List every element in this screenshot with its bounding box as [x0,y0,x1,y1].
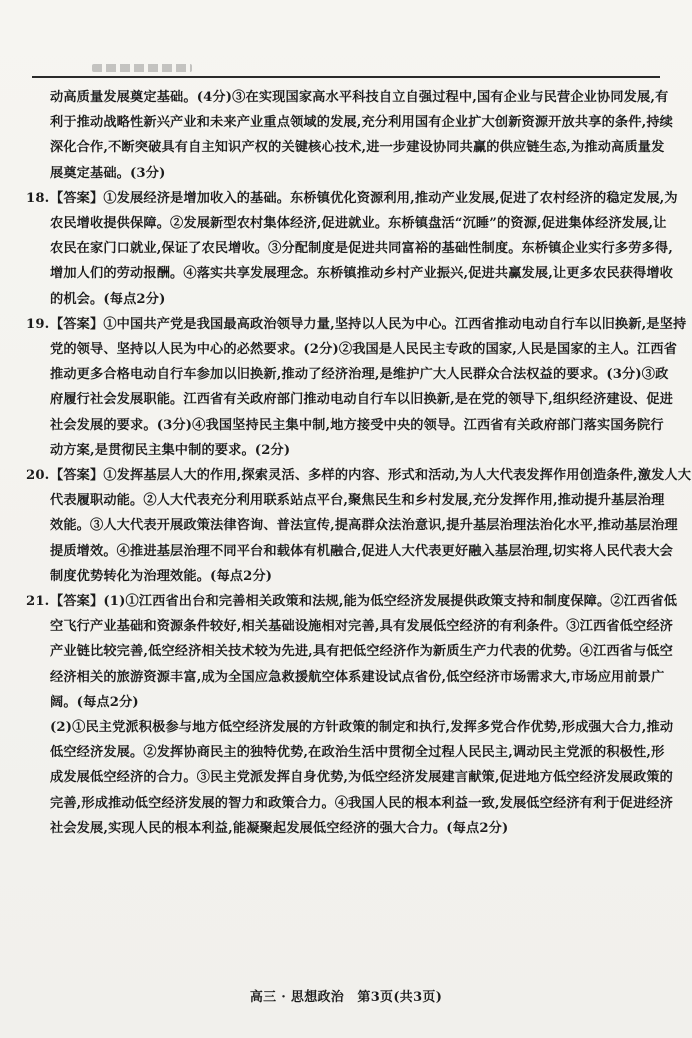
text-line: 效能。③人大代表开展政策法律咨询、普法宣传,提高群众法治意识,提升基层治理法治化水平,推动基层治理 [50,518,678,534]
text-line: 低空经济发展。②发挥协商民主的独特优势,在政治生活中贯彻全过程人民民主,调动民主党派的积极性,形 [50,745,665,761]
text-line: 深化合作,不断突破具有自主知识产权的关键核心技术,进一步建设协同共赢的供应链生态,为推动高质量发 [50,140,665,156]
text-line: 推动更多合格电动自行车参加以旧换新,推动了经济治理,是维护广大人民群众合法权益的要求。(3分)③政 [50,367,669,383]
answer-20 [26,463,692,589]
question-number: 18. [26,190,50,206]
answer-21-part-2 [26,715,674,841]
text-line: 动高质量发展奠定基础。(4分)③在实现国家高水平科技自立自强过程中,国有企业与民营企业协同发展,有 [50,90,669,105]
text-line: (2)①民主党派积极参与地方低空经济发展的方针政策的制定和执行,发挥多党合作优势,形成强大合力,推动 [50,720,674,736]
text-line: 社会发展的要求。(3分)④我国坚持民主集中制,地方接受中央的领导。江西省有关政府部门落实国务院行 [50,417,664,433]
text-line: 完善,形成推动低空经济发展的智力和政策合力。④我国人民的根本利益一致,发展低空经济有利于促进经济 [50,795,674,811]
page-footer: 高三 · 思想政治 第3页(共3页) [249,990,443,1005]
text-line: 动方案,是贯彻民主集中制的要求。(2分) [50,442,291,458]
text-line: 产业链比较完善,低空经济相关技术较为先进,具有把低空经济作为新质生产力代表的优势。④江西省与低空 [50,644,674,660]
text-line: 党的领导、坚持以人民为中心的必然要求。(2分)②我国是人民民主专政的国家,人民是国家的主人。江西省 [50,342,678,358]
text-line: 空飞行产业基础和资源条件较好,相关基础设施相对完善,具有发展低空经济的有利条件。③江西省低空经济 [50,619,674,635]
text-line: 农民在家门口就业,保证了农民增收。③分配制度是促进共同富裕的基础性制度。东桥镇企业实行多劳多得, [50,241,674,257]
text-line: 展奠定基础。(3分) [50,165,166,181]
answer-content [26,85,692,841]
text-line: 【答案】(1)①江西省出台和完善相关政策和法规,能为低空经济发展提供政策支持和制度保障。②江西省低 [50,594,678,610]
text-line: 经济相关的旅游资源丰富,成为全国应急救援航空体系建设试点省份,低空经济市场需求大,市场应用前景广 [50,669,665,685]
text-line: 提质增效。④推进基层治理不同平台和载体有机融合,促进人大代表更好融入基层治理,切实将人民代表大会 [50,543,674,559]
text-line: 制度优势转化为治理效能。(每点2分) [50,568,273,584]
text-line: 代表履职动能。②人大代表充分利用联系站点平台,聚焦民生和乡村发展,充分发挥作用,推动提升基层治理 [50,493,665,509]
answer-21 [26,589,678,715]
text-line: 【答案】①中国共产党是我国最高政治领导力量,坚持以人民为中心。江西省推动电动自行车以旧换新,是坚持 [50,316,687,332]
text-line: 阔。(每点2分) [50,694,139,710]
header-rule [32,76,660,78]
text-line: 的机会。(每点2分) [50,291,166,307]
text-line: 增加人们的劳动报酬。④落实共享发展理念。东桥镇推动乡村产业振兴,促进共赢发展,让更多农民获得增收 [50,266,674,282]
question-number: 19. [26,316,50,332]
header-blurred-text [92,64,192,72]
question-number: 20. [26,468,50,484]
paragraph-continuation [26,85,674,186]
text-line: 社会发展,实现人民的根本利益,能凝聚起发展低空经济的强大合力。(每点2分) [50,820,509,836]
text-line: 【答案】①发挥基层人大的作用,探索灵活、多样的内容、形式和活动,为人大代表发挥作用创造条件,激发人大 [50,468,692,484]
text-line: 农民增收提供保障。②发展新型农村集体经济,促进就业。东桥镇盘活“沉睡”的资源,促进集体经济发展,让 [50,216,667,232]
question-number: 21. [26,594,50,610]
text-line: 成发展低空经济的合力。③民主党派发挥自身优势,为低空经济发展建言献策,促进地方低空经济发展政策的 [50,770,674,786]
answer-19 [26,312,687,463]
text-line: 府履行社会发展职能。江西省有关政府部门推动电动自行车以旧换新,是在党的领导下,组织经济建设、促进 [50,392,674,408]
text-line: 【答案】①发展经济是增加收入的基础。东桥镇优化资源利用,推动产业发展,促进了农村经济的稳定发展,为 [50,190,678,206]
text-line: 利于推动战略性新兴产业和未来产业重点领域的发展,充分利用国有企业扩大创新资源开放共享的条件,持续 [50,115,674,131]
answer-18 [26,186,678,312]
